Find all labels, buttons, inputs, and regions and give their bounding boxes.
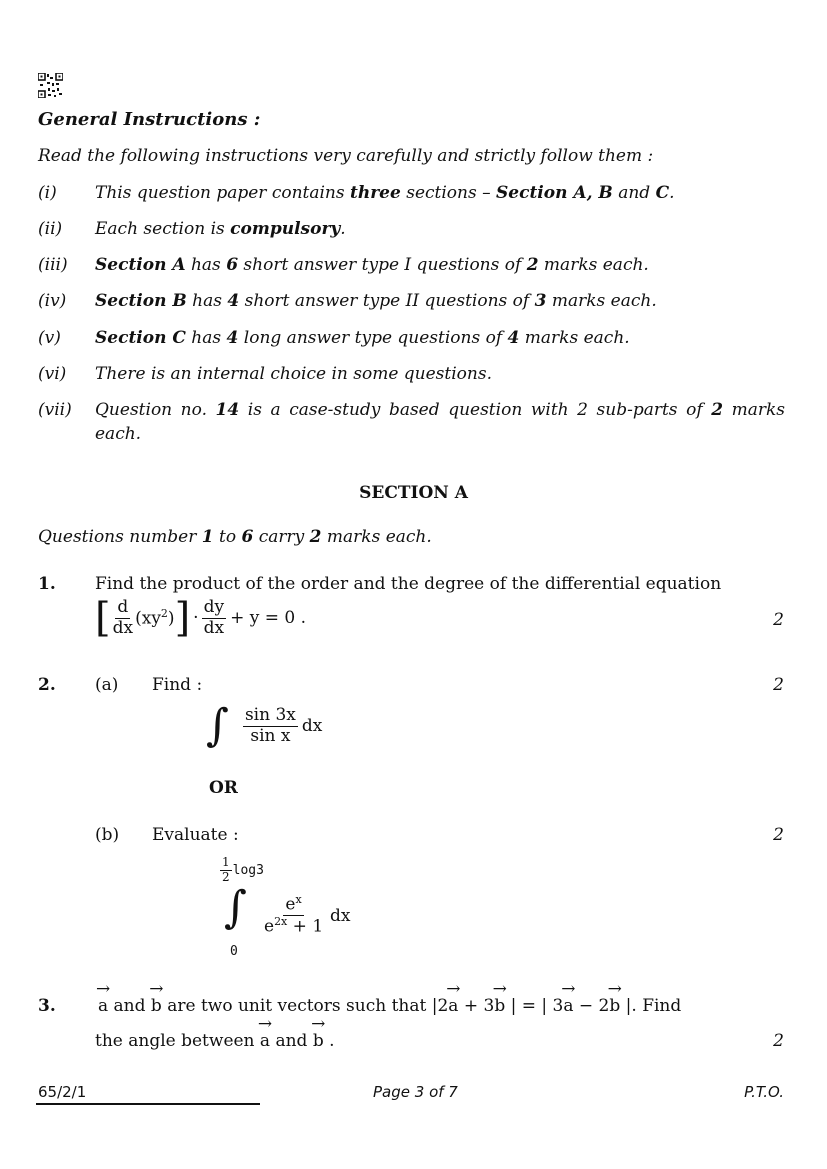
instruction-number: (v): [38, 328, 61, 348]
marks: 2: [773, 825, 784, 845]
instruction-text: Each section is compulsory.: [95, 219, 346, 239]
marks: 2: [773, 1031, 784, 1051]
instruction-text: Section B has 4 short answer type II questions of 3 marks each.: [95, 291, 657, 311]
instruction-number: (vii): [38, 400, 72, 420]
section-note: Questions number 1 to 6 carry 2 marks each.: [38, 527, 432, 547]
instruction-number: (iii): [38, 255, 68, 275]
question-text: the angle between → a and → b .: [95, 1031, 335, 1051]
instruction-text: Section A has 6 short answer type I questions of 2 marks each.: [95, 255, 649, 275]
instruction-text: There is an internal choice in some questions.: [95, 364, 492, 384]
instruction-text: Question no. 14 is a case-study based question with 2 sub-parts of 2 marks each.: [95, 400, 786, 444]
subpart-text: Evaluate :: [152, 825, 239, 845]
pto-label: P.T.O.: [744, 1083, 784, 1101]
subpart-label: (a): [95, 675, 119, 695]
qr-code-icon: [38, 73, 63, 98]
marks: 2: [773, 675, 784, 695]
page-number: Page 3 of 7: [373, 1083, 458, 1101]
subpart-text: Find :: [152, 675, 203, 695]
instruction-number: (iv): [38, 291, 67, 311]
vector-b: → b: [151, 996, 162, 1016]
paper-code: 65/2/1: [38, 1083, 87, 1101]
footer-underline: [36, 1103, 260, 1105]
question-number: 3.: [38, 996, 56, 1016]
question-number: 1.: [38, 574, 56, 594]
or-divider: OR: [209, 778, 238, 798]
differential-equation: [ $\frac{d}{dx}$ $(xy^2)$ ] · $\frac{dy}{dx}$ + y = 0 .: [95, 595, 307, 642]
instruction-number: (vi): [38, 364, 67, 384]
general-instructions-title: General Instructions :: [38, 109, 261, 130]
marks: 2: [773, 610, 784, 630]
question-text: Find the product of the order and the degree of the differential equation: [95, 574, 722, 594]
instructions-intro: Read the following instructions very carefully and strictly follow them :: [38, 146, 654, 166]
instruction-text: Section C has 4 long answer type questions of 4 marks each.: [95, 328, 630, 348]
vector-a: → a: [98, 996, 108, 1016]
question-text: → a and → b are two unit vectors such that |2→ a + 3→ b | = | 3→ a − 2→ b |. Find: [98, 996, 681, 1016]
question-number: 2.: [38, 675, 56, 695]
integral-expression: ∫ $\frac{\sin 3x}{\text{sin x}}$ dx: [206, 700, 323, 751]
definite-integral: $\frac{1}{2}$ log3 ∫ 0 $\frac{e^x}{e^{2x} + 1}$ dx: [222, 855, 351, 959]
instruction-text: This question paper contains three sections – Section A, B and C.: [95, 183, 675, 203]
section-heading: SECTION A: [359, 483, 468, 503]
instruction-number: (i): [38, 183, 57, 203]
instruction-number: (ii): [38, 219, 63, 239]
subpart-label: (b): [95, 825, 120, 845]
